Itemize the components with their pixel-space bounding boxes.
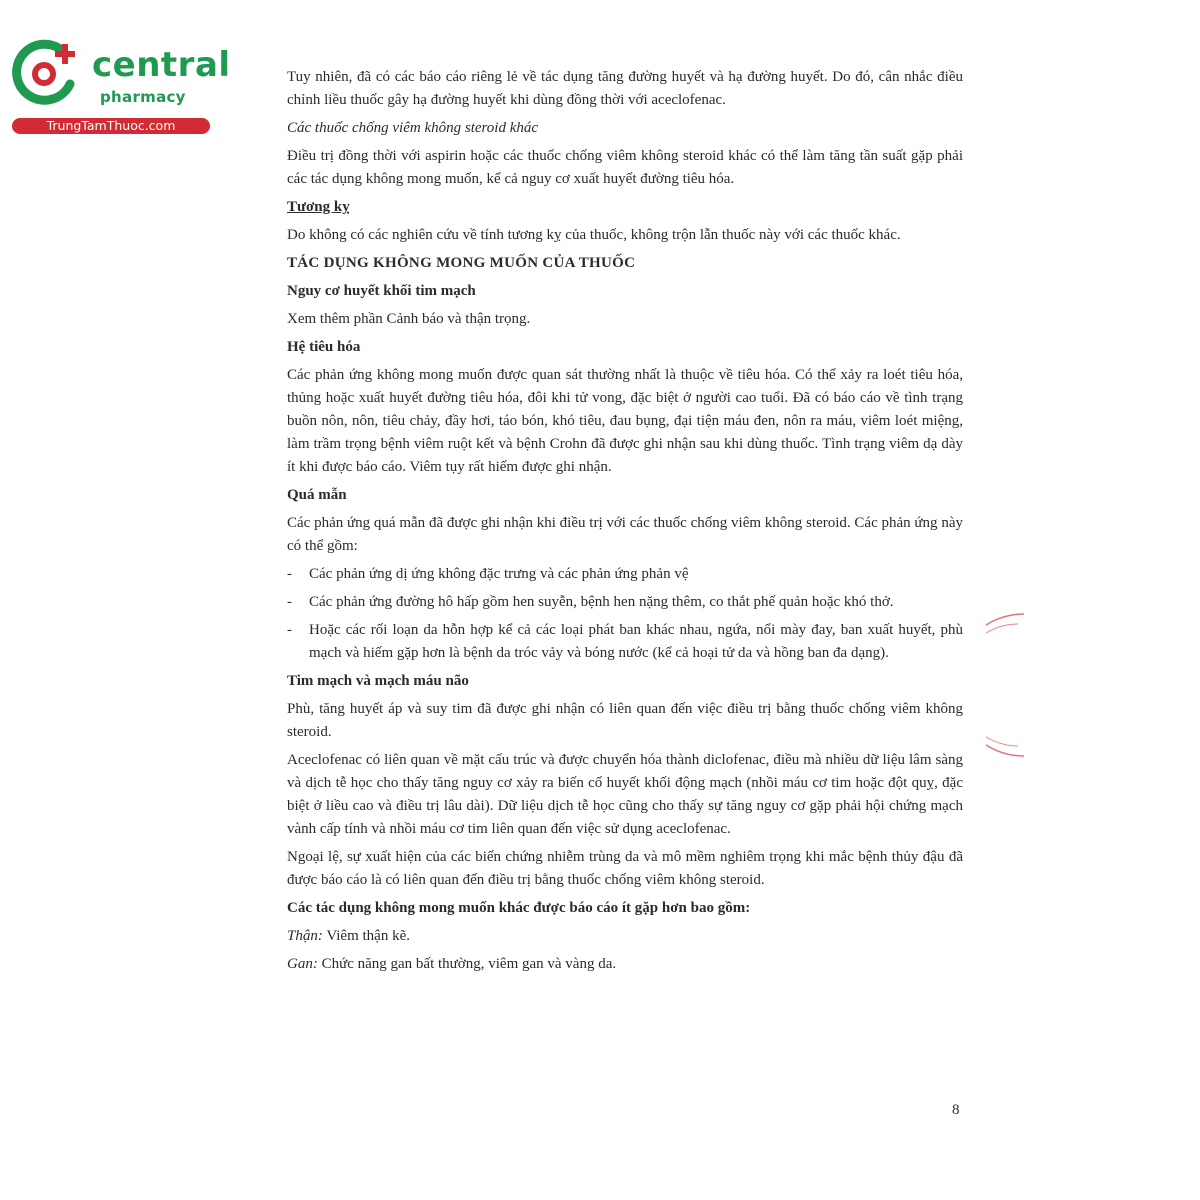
page-number: 8 (952, 1102, 960, 1118)
document-body (287, 66, 963, 981)
heading-qua-man: Quá mẫn (287, 487, 347, 503)
paragraph: Do không có các nghiên cứu về tính tương kỵ của thuốc, không trộn lẫn thuốc này với các thuốc khác. (287, 227, 901, 243)
pharmacy-logo-mark-icon (12, 38, 84, 110)
section-title: TÁC DỤNG KHÔNG MONG MUỐN CỦA THUỐC (287, 255, 636, 271)
pharmacy-logo (12, 38, 231, 136)
heading-tim-mach: Tim mạch và mạch máu não (287, 673, 469, 689)
list-item: - Các phản ứng đường hô hấp gồm hen suyễn, bệnh hen nặng thêm, co thắt phế quản hoặc khó thở. (287, 591, 963, 614)
brand-name: central (92, 45, 231, 85)
heading-text: Tương kỵ (287, 199, 350, 215)
red-stamp-icon (986, 610, 1026, 760)
paragraph-than (287, 925, 963, 948)
heading-huyet-khoi: Nguy cơ huyết khối tim mạch (287, 283, 476, 299)
brand-subtitle: pharmacy (100, 88, 186, 106)
subheading-nsaid: Các thuốc chống viêm không steroid khác (287, 120, 539, 136)
list-item: - Hoặc các rối loạn da hỗn hợp kể cả các loại phát ban khác nhau, ngứa, nổi mày đay, ban xuất huyết, phù mạch và hiếm gặp hơn là bệnh da tróc vảy và bóng nước (kể cả hoại tử da và hồng ban đa dạng). (287, 619, 963, 665)
paragraph: Ngoại lệ, sự xuất hiện của các biến chứng nhiễm trùng da và mô mềm nghiêm trọng khi mắc bệnh thủy đậu đã được báo cáo là có liên quan đến điều trị bằng thuốc chống viêm không steroid. (287, 849, 963, 888)
paragraph-gan (287, 953, 963, 976)
paragraph: Xem thêm phần Cảnh báo và thận trọng. (287, 311, 531, 327)
text-than: Viêm thận kẽ. (326, 928, 410, 944)
paragraph: Tuy nhiên, đã có các báo cáo riêng lẻ về tác dụng tăng đường huyết và hạ đường huyết. Do đó, cân nhắc điều chỉnh liều thuốc gây hạ đường huyết khi dùng đồng thời với aceclofenac. (287, 69, 963, 108)
label-gan: Gan: (287, 956, 318, 972)
paragraph: Điều trị đồng thời với aspirin hoặc các thuốc chống viêm không steroid khác có thể làm tăng tần suất gặp phải các tác dụng không mong muốn, kể cả nguy cơ xuất huyết đường tiêu hóa. (287, 148, 963, 187)
paragraph: Aceclofenac có liên quan về mặt cấu trúc và được chuyển hóa thành diclofenac, điều mà nhiều dữ liệu lâm sàng và dịch tễ học cho thấy tăng nguy cơ xảy ra biến cố huyết khối động mạch (nhồi máu cơ tim hoặc đột quỵ, đặc biệt ở liều cao và điều trị lâu dài). Dữ liệu dịch tễ học cũng cho thấy sự tăng nguy cơ gặp phải hội chứng mạch vành cấp tính và nhồi máu cơ tim liên quan đến việc sử dụng aceclofenac. (287, 752, 963, 837)
list-item: - Các phản ứng dị ứng không đặc trưng và các phản ứng phản vệ (287, 563, 963, 586)
label-than: Thận: (287, 928, 323, 944)
site-url-badge: TrungTamThuoc.com (12, 118, 210, 134)
heading-tieu-hoa: Hệ tiêu hóa (287, 339, 361, 355)
paragraph: Các phản ứng không mong muốn được quan sát thường nhất là thuộc về tiêu hóa. Có thể xảy ra loét tiêu hóa, thủng hoặc xuất huyết đường tiêu hóa, đôi khi tử vong, đặc biệt ở người cao tuổi. Đã có báo cáo về tình trạng buồn nôn, nôn, tiêu chảy, đầy hơi, táo bón, khó tiêu, đau bụng, đại tiện máu đen, nôn ra máu, viêm loét miệng, làm trầm trọng bệnh viêm ruột kết và bệnh Crohn đã được ghi nhận sau khi dùng thuốc. Tình trạng viêm dạ dày ít khi được báo cáo. Viêm tụy rất hiếm được ghi nhận. (287, 367, 963, 475)
reaction-list (287, 563, 963, 665)
text-gan: Chức năng gan bất thường, viêm gan và vàng da. (321, 956, 617, 972)
paragraph: Phù, tăng huyết áp và suy tim đã được ghi nhận có liên quan đến việc điều trị bằng thuốc chống viêm không steroid. (287, 701, 963, 740)
heading-tuong-ky (287, 196, 963, 219)
paragraph: Các phản ứng quá mẫn đã được ghi nhận khi điều trị với các thuốc chống viêm không steroid. Các phản ứng này có thể gồm: (287, 515, 963, 554)
heading-other-effects: Các tác dụng không mong muốn khác được báo cáo ít gặp hơn bao gồm: (287, 900, 751, 916)
